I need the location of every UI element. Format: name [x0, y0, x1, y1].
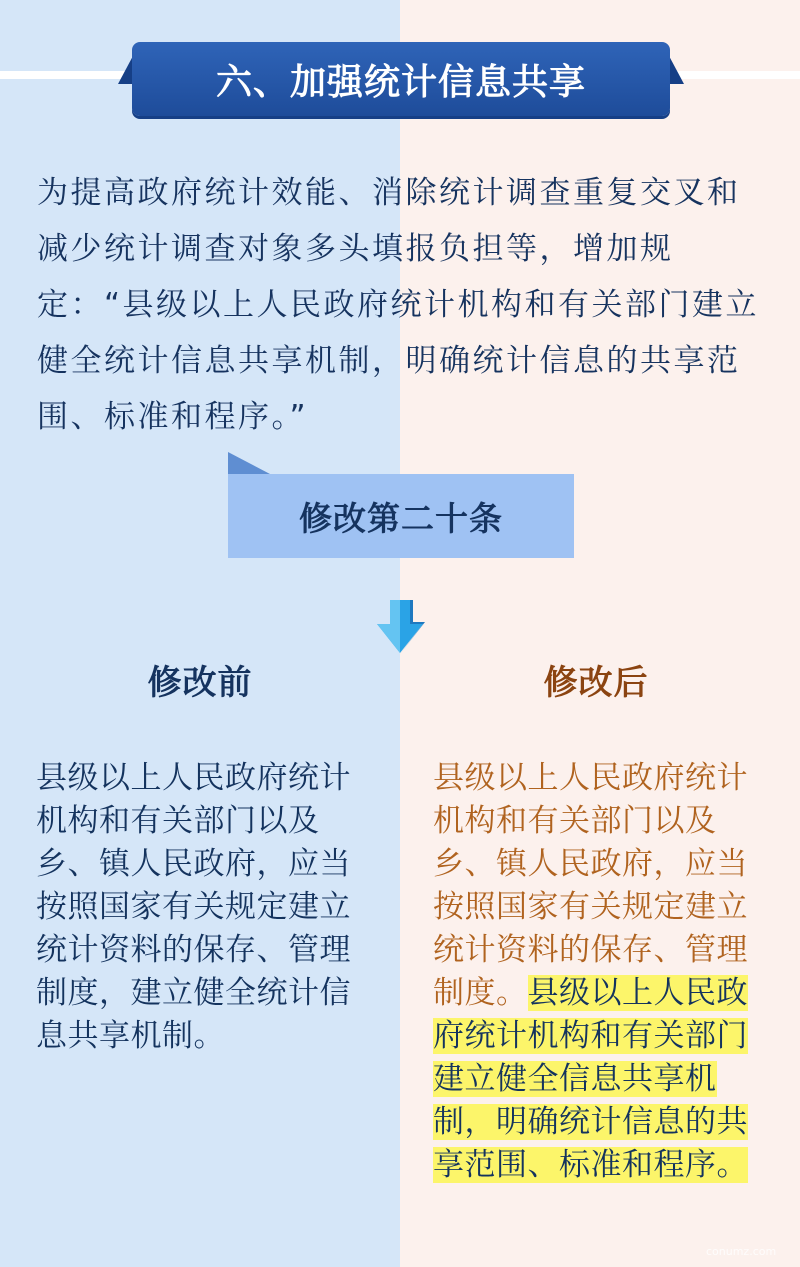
title-banner-group	[118, 40, 684, 120]
down-arrow-icon	[373, 598, 427, 656]
after-text-block	[433, 757, 753, 1187]
after-text: 县级以上人民政府统计机构和有关部门以及乡、镇人民政府，应当按照国家有关规定建立统计资料的保存、管理制度。	[433, 760, 748, 1011]
title-rule-left	[0, 71, 130, 79]
before-heading: 修改前	[147, 663, 253, 703]
article-tag-fold	[228, 452, 270, 474]
watermark: conumz.com	[706, 1245, 777, 1258]
after-heading: 修改后	[543, 663, 649, 703]
title-rule-right	[670, 71, 800, 79]
article-label: 修改第二十条	[228, 474, 574, 558]
banner-fold-right	[668, 54, 684, 84]
after-highlighted-text: 县级以上人民政府统计机构和有关部门建立健全信息共享机制，明确统计信息的共享范围、标准和程序。	[433, 975, 748, 1183]
before-text: 县级以上人民政府统计机构和有关部门以及乡、镇人民政府，应当按照国家有关规定建立统计资料的保存、管理制度，建立健全统计信息共享机制。	[36, 760, 351, 1054]
section-title: 六、加强统计信息共享	[132, 42, 670, 116]
intro-paragraph: 为提高政府统计效能、消除统计调查重复交叉和减少统计调查对象多头填报负担等，增加规定：“县级以上人民政府统计机构和有关部门建立健全统计信息共享机制，明确统计信息的共享范围、标准和程序。”	[37, 175, 760, 435]
